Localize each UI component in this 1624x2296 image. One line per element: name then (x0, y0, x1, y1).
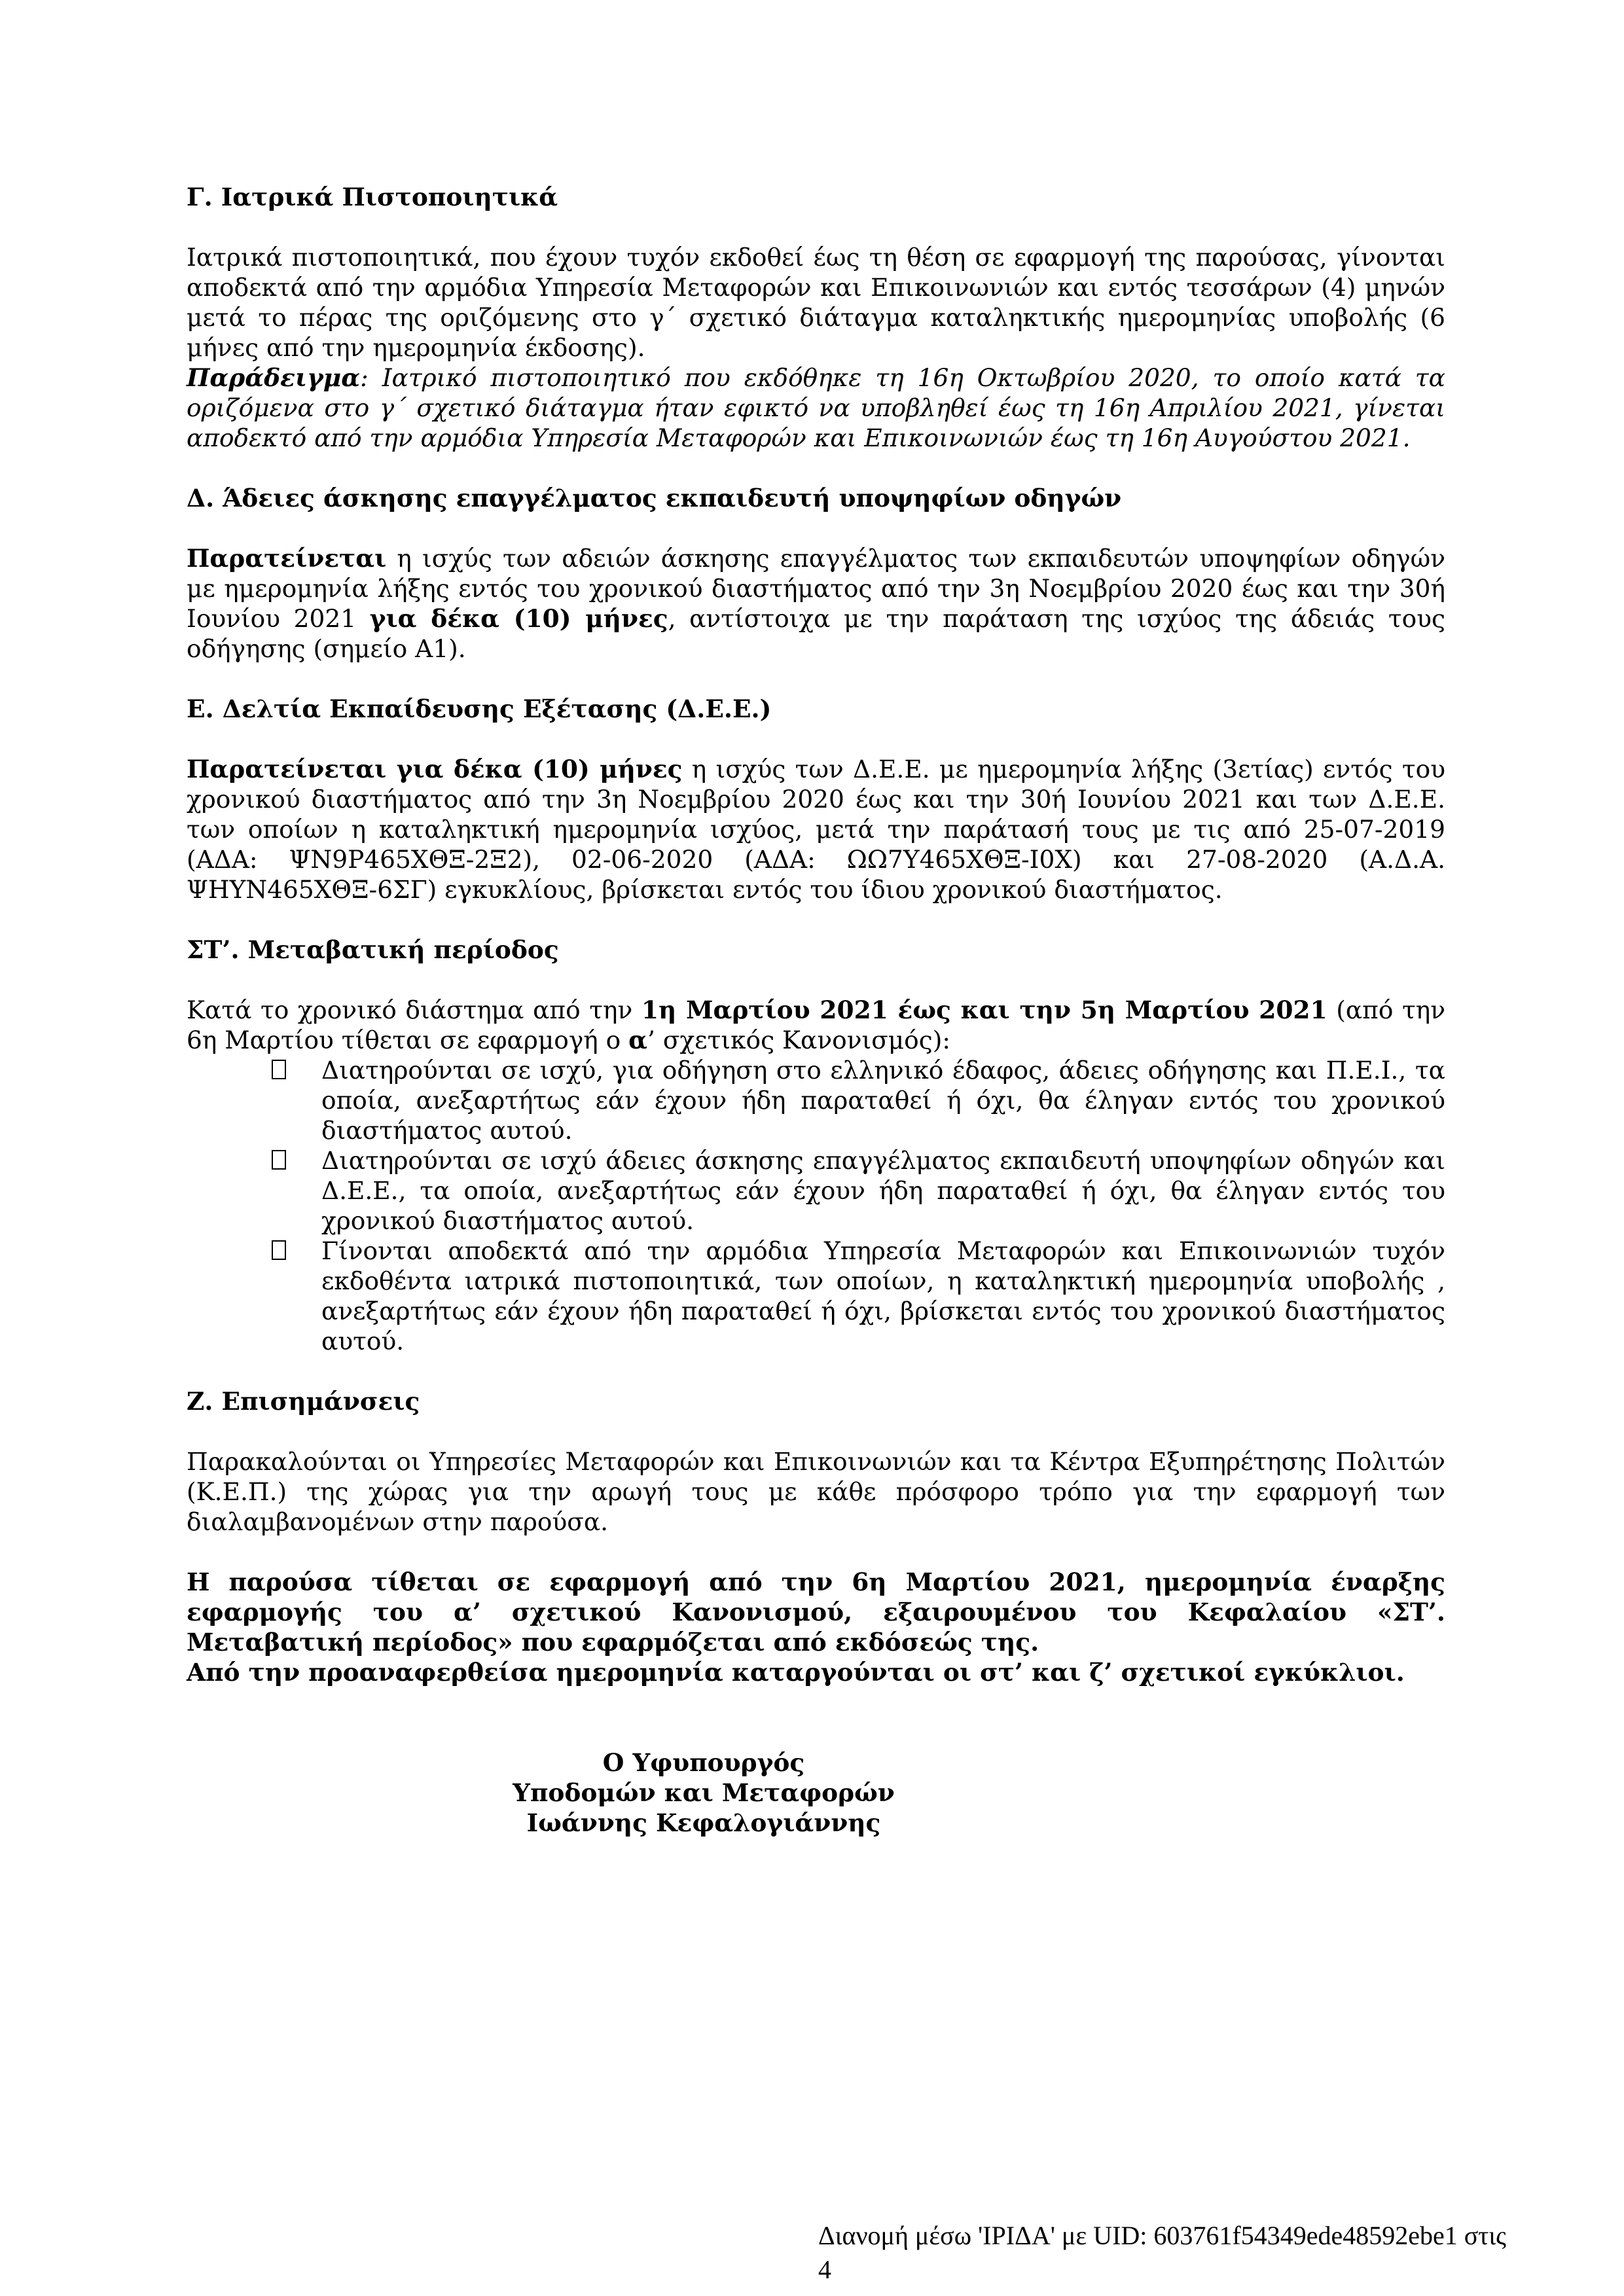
list-item (272, 1145, 1445, 1236)
bullet-box-icon (272, 1150, 286, 1170)
section-e-text: η ισχύς των Δ.Ε.Ε. με ημερομηνία λήξης (3ετίας) εντός του χρονικού διαστήματος από την 3η Νοεμβρίου 2020 έως και την 30ή Ιουνίου 2021 και των Δ.Ε.Ε. των οποίων η καταληκτική ημερομηνία ισχύος, μετά την παράτασή τους με τις από 25-07-2019 (ΑΔΑ: ΨΝ9Ρ465ΧΘΞ-2Ξ2), 02-06-2020 (ΑΔΑ: ΩΩ7Υ465ΧΘΞ-Ι0Χ) και 27-08-2020 (Α.Δ.Α. ΨΗΥΝ465ΧΘΞ-6ΣΓ) εγκυκλίους, βρίσκεται εντός του ίδιου χρονικού διαστήματος. (187, 755, 1445, 904)
section-e-paragraph (187, 754, 1445, 905)
section-g-example (187, 363, 1445, 453)
signature-ministry: Υποδομών και Μεταφορών (513, 1778, 895, 1807)
bullet-text: Γίνονται αποδεκτά από την αρμόδια Υπηρεσία Μεταφορών και Επικοινωνιών τυχόν εκδοθέντα ιατρικά πιστοποιητικά, των οποίων, η καταληκτική ημερομηνία υποβολής , ανεξαρτήτως εάν έχουν ήδη παραταθεί ή όχι, βρίσκεται εντός του χρονικού διαστήματος αυτού. (321, 1236, 1445, 1355)
section-g-paragraph: Ιατρικά πιστοποιητικά, που έχουν τυχόν εκδοθεί έως τη θέση σε εφαρμογή της παρούσας, γίνονται αποδεκτά από την αρμόδια Υπηρεσία Μεταφορών και Επικοινωνιών και εντός τεσσάρων (4) μηνών μετά το πέρας της οριζόμενης στο γ΄ σχετικό διάταγμα καταληκτικής ημερομηνίας υποβολής (6 μήνες από την ημερομηνία έκδοσης). (187, 243, 1445, 362)
bullet-text: Διατηρούνται σε ισχύ, για οδήγηση στο ελληνικό έδαφος, άδειες οδήγησης και Π.Ε.Ι., τα οποία, ανεξαρτήτως εάν έχουν ήδη παραταθεί ή όχι, θα έληγαν εντός του χρονικού διαστήματος αυτού. (321, 1056, 1445, 1145)
section-d-text2: , αντίστοιχα με την παράταση της ισχύος της άδειάς τους οδήγησης (σημείο Α1). (187, 604, 1445, 663)
list-item (272, 1236, 1445, 1356)
transition-bullet-list (187, 1055, 1445, 1356)
section-st-heading: ΣΤ’. Μεταβατική περίοδος (187, 935, 559, 964)
section-d-bold-mid: για δέκα (10) μήνες (369, 604, 668, 633)
section-st-text2: (από την 6η Μαρτίου τίθεται σε εφαρμογή ο (187, 996, 1446, 1054)
page-footer (818, 2219, 1506, 2287)
closing-line-2: Από την προαναφερθείσα ημερομηνία καταργούνται οι στ’ και ζ’ σχετικοί εγκύκλιοι. (187, 1658, 1405, 1687)
section-d-bold-start: Παρατείνεται (187, 544, 387, 573)
section-g-heading: Γ. Ιατρικά Πιστοποιητικά (187, 183, 558, 211)
section-e-bold-start: Παρατείνεται για δέκα (10) μήνες (187, 755, 683, 783)
bullet-box-icon (272, 1060, 286, 1079)
section-z-paragraph: Παρακαλούνται οι Υπηρεσίες Μεταφορών και Επικοινωνιών και τα Κέντρα Εξυπηρέτησης Πολιτών (Κ.Ε.Π.) της χώρας για την αρωγή τους με κάθε πρόσφορο τρόπο για την εφαρμογή των διαλαμβανομένων στην παρούσα. (187, 1447, 1445, 1536)
page-number: 4 (818, 2255, 831, 2284)
section-st-text3: ’ σχετικός Κανονισμός): (647, 1026, 951, 1054)
signature-block (403, 1748, 1005, 1838)
signature-name: Ιωάννης Κεφαλογιάννης (526, 1808, 881, 1837)
section-st-dates: 1η Μαρτίου 2021 έως και την 5η Μαρτίου 2021 (641, 996, 1327, 1024)
bullet-box-icon (272, 1240, 286, 1260)
section-st-text1: Κατά το χρονικό διάστημα από την (187, 996, 641, 1024)
example-label: Παράδειγμα (187, 363, 361, 392)
list-item (272, 1055, 1445, 1145)
document-body (187, 182, 1445, 1838)
closing-statement (187, 1567, 1445, 1687)
section-z-heading: Ζ. Επισημάνσεις (187, 1387, 420, 1416)
signature-title: Ο Υφυπουργός (602, 1748, 805, 1777)
distribution-note: Διανομή μέσω 'ΙΡΙΔΑ' με UID: 603761f54349ede48592ebe1 στις (818, 2221, 1506, 2250)
closing-line-1: Η παρούσα τίθεται σε εφαρμογή από την 6η Μαρτίου 2021, ημερομηνία έναρξης εφαρμογής του α’ σχετικού Κανονισμού, εξαιρουμένου του Κεφαλαίου «ΣΤ’. Μεταβατική περίοδος» που εφαρμόζεται από εκδόσεώς της. (187, 1568, 1445, 1657)
bullet-text: Διατηρούνται σε ισχύ άδειες άσκησης επαγγέλματος εκπαιδευτή υποψηφίων οδηγών και Δ.Ε.Ε., τα οποία, ανεξαρτήτως εάν έχουν ήδη παραταθεί ή όχι, θα έληγαν εντός του χρονικού διαστήματος αυτού. (321, 1146, 1445, 1235)
section-d-text1: η ισχύς των αδειών άσκησης επαγγέλματος των εκπαιδευτών υποψηφίων οδηγών με ημερομηνία λήξης εντός του χρονικού διαστήματος από την 3η Νοεμβρίου 2020 έως και την 30ή Ιουνίου 2021 (187, 544, 1445, 633)
section-st-alpha: α (628, 1026, 648, 1054)
section-e-heading: Ε. Δελτία Εκπαίδευσης Εξέτασης (Δ.Ε.Ε.) (187, 694, 772, 723)
section-d-heading: Δ. Άδειες άσκησης επαγγέλματος εκπαιδευτή υποψηφίων οδηγών (187, 484, 1122, 512)
example-text: : Ιατρικό πιστοποιητικό που εκδόθηκε τη 16η Οκτωβρίου 2020, το οποίο κατά τα οριζόμενα στο γ΄ σχετικό διάταγμα ήταν εφικτό να υποβληθεί έως τη 16η Απριλίου 2021, γίνεται αποδεκτό από την αρμόδια Υπηρεσία Μεταφορών και Επικοινωνιών έως τη 16η Αυγούστου 2021. (187, 363, 1445, 452)
section-d-paragraph (187, 543, 1445, 664)
section-st-intro (187, 995, 1445, 1055)
